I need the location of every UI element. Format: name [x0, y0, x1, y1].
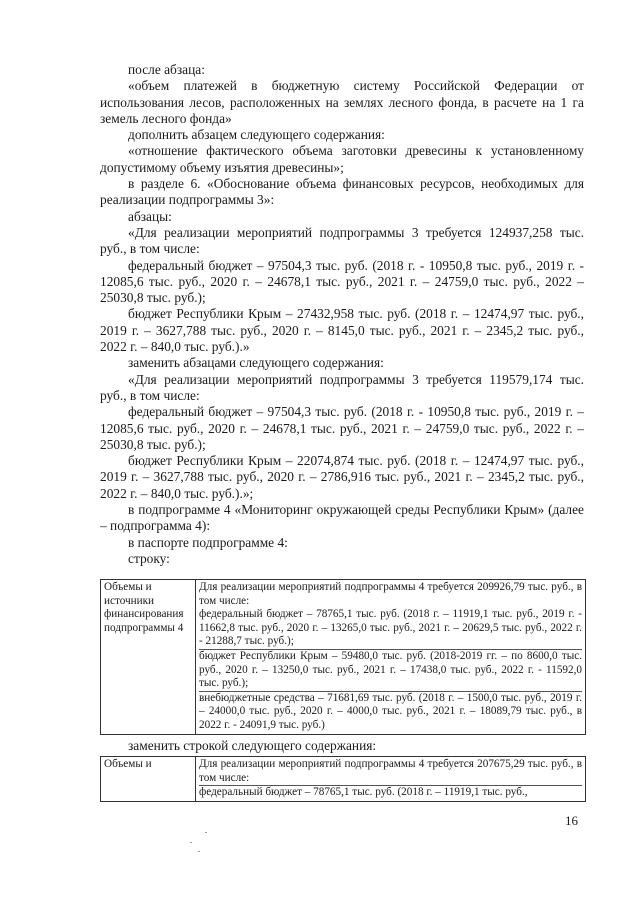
funding-table-old	[100, 579, 586, 735]
scan-speck	[205, 832, 207, 833]
replace-line: заменить строкой следующего содержания:	[128, 738, 377, 753]
table-cell-paragraph-2: бюджет Республики Крым – 59480,0 тыс. руб. (2018-2019 гг. – по 8600,0 тыс. руб., 2020 г. – 13250,0 тыс. руб., 2021 г. – 17438,0 тыс. руб., 2022 г. - 11592,0 тыс. руб.);	[199, 649, 582, 690]
table-cell-paragraph-1: Для реализации мероприятий подпрограммы 4 требуется 209926,79 тыс. руб., в том числе: федеральный бюджет – 78765,1 тыс. руб. (2018 г. – 11919,1 тыс. руб., 2019 г. - 11662,8 тыс. руб., 2020 г. – 13265,0 тыс. руб., 2021 г. – 20629,5 тыс. руб., 2022 г. - 21288,7 тыс. руб.);	[199, 581, 582, 648]
paragraph-12: федеральный бюджет – 97504,3 тыс. руб. (2018 г. - 10950,8 тыс. руб., 2019 г. – 12085,6 тыс. руб., 2020 г. – 24678,1 тыс. руб., 2021 г. – 24759,0 тыс. руб., 2022 г. – 25030,8 тыс. руб.);	[100, 404, 584, 452]
paragraph-15: в паспорте подпрограмме 4:	[128, 534, 288, 550]
paragraph-5: в разделе 6. «Обоснование объема финансовых ресурсов, необходимых для реализации подпрограммы 3»:	[100, 176, 584, 208]
table-row	[101, 580, 586, 735]
table-right-cell	[196, 580, 586, 735]
paragraph-9: бюджет Республики Крым – 27432,958 тыс. руб. (2018 г. – 12474,97 тыс. руб., 2019 г. – 3627,788 тыс. руб., 2020 г. – 8145,0 тыс. руб., 2021 г. – 2345,2 тыс. руб., 2022 г. – 840,0 тыс. руб.).»	[100, 306, 584, 355]
table-left-cell: Объемы и	[101, 757, 196, 802]
paragraph-11: «Для реализации мероприятий подпрограммы 3 требуется 119579,174 тыс. руб., в том числе:	[100, 371, 584, 403]
table-cell-paragraph-3: внебюджетные средства – 71681,69 тыс. руб. (2018 г. – 1500,0 тыс. руб., 2019 г. – 24000,0 тыс. руб., 2020 г. – 4000,0 тыс. руб., 2021 г. – 18089,79 тыс. руб., в 2022 г. - 24091,9 тыс. руб.)	[199, 691, 582, 731]
table-left-cell: Объемы и источники финансирования подпрограммы 4	[101, 580, 196, 735]
table-cell-paragraph-1: Для реализации мероприятий подпрограммы 4 требуется 207675,29 тыс. руб., в том числе:	[199, 758, 582, 784]
table-right-cell	[196, 757, 586, 802]
table-row	[101, 757, 586, 802]
paragraph-2: «объем платежей в бюджетную систему Российской Федерации от использования лесов, расположенных на землях лесного фонда, в расчете на 1 га земель лесного фонда»	[100, 78, 584, 126]
paragraph-3: дополнить абзацем следующего содержания:	[128, 127, 385, 143]
paragraph-13: бюджет Республики Крым – 22074,874 тыс. руб. (2018 г. – 12474,97 тыс. руб., 2019 г. – 3627,788 тыс. руб., 2020 г. – 2786,916 тыс. руб., 2021 г. – 2345,2 тыс. руб., 2022 г. – 840,0 тыс. руб.).»;	[100, 453, 584, 501]
body-text	[100, 62, 584, 567]
paragraph-16: строку:	[128, 550, 170, 566]
paragraph-10: заменить абзацами следующего содержания:	[128, 355, 384, 371]
paragraph-4: «отношение фактического объема заготовки древесины к установленному допустимому объему изъятия древесины»;	[100, 143, 584, 175]
paragraph-6: абзацы:	[128, 208, 172, 224]
table-cell-paragraph-2: федеральный бюджет – 78765,1 тыс. руб. (2018 г. – 11919,1 тыс. руб.,	[199, 785, 582, 800]
paragraph-7: «Для реализации мероприятий подпрограммы 3 требуется 124937,258 тыс. руб., в том числе:	[100, 224, 584, 257]
page-number: 16	[565, 813, 578, 828]
funding-table-new	[100, 756, 586, 802]
paragraph-14: в подпрограмме 4 «Мониторинг окружающей среды Республики Крым» (далее – подпрограмма 4):	[100, 502, 584, 534]
paragraph-1: после абзаца:	[128, 62, 205, 77]
scan-speck	[190, 842, 192, 843]
paragraph-8: федеральный бюджет – 97504,3 тыс. руб. (2018 г. - 10950,8 тыс. руб., 2019 г. - 12085,6 тыс. руб., 2020 г. – 24678,1 тыс. руб., 2021 г. – 24759,0 тыс. руб., 2022 – 25030,8 тыс. руб.);	[100, 257, 584, 306]
scan-speck	[198, 851, 200, 852]
